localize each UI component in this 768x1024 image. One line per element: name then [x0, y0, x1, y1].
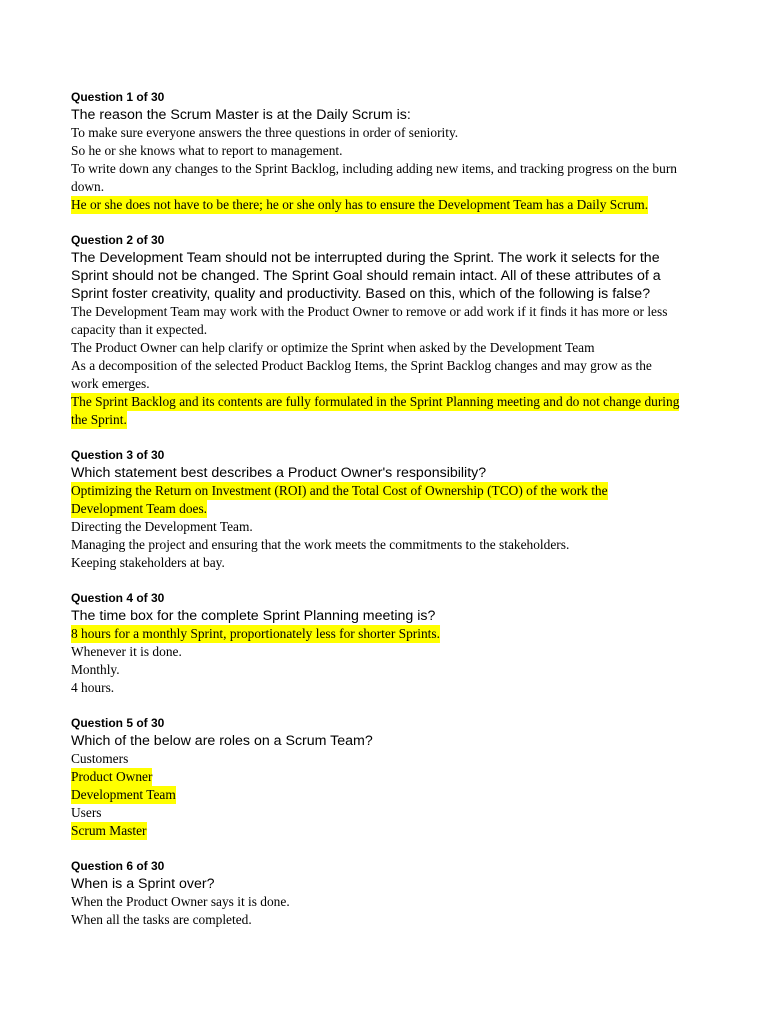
answer-list: [71, 625, 681, 697]
question-prompt: The Development Team should not be interrupted during the Sprint. The work it selects for the Sprint should not be changed. The Sprint Goal should remain intact. All of these attributes of a Sprint foster creativity, quality and productivity. Based on this, which of the following is false?: [71, 250, 661, 302]
answer-text: Development Team: [71, 787, 176, 802]
answer-text: So he or she knows what to report to management.: [71, 143, 343, 158]
question-prompt: Which of the below are roles on a Scrum Team?: [71, 733, 373, 749]
answer-option: [71, 339, 681, 357]
answer-option: [71, 750, 681, 768]
question-heading: Question 4 of 30: [71, 591, 165, 605]
answer-option: [71, 357, 681, 393]
question-prompt: The reason the Scrum Master is at the Daily Scrum is:: [71, 107, 411, 123]
answer-text: Monthly.: [71, 662, 120, 677]
answer-option-highlighted: [71, 393, 681, 429]
answer-text: Scrum Master: [71, 823, 147, 838]
answer-option: [71, 661, 681, 679]
answer-option: [71, 679, 681, 697]
answer-option-highlighted: [71, 768, 681, 786]
question-heading: Question 6 of 30: [71, 859, 165, 873]
question-block: [71, 88, 681, 214]
question-heading: Question 1 of 30: [71, 90, 165, 104]
question-prompt: The time box for the complete Sprint Planning meeting is?: [71, 608, 436, 624]
answer-option-highlighted: [71, 625, 681, 643]
answer-option: [71, 142, 681, 160]
answer-option: [71, 536, 681, 554]
answer-option: [71, 124, 681, 142]
question-block: [71, 231, 681, 429]
answer-option-highlighted: [71, 482, 681, 518]
answer-option: [71, 518, 681, 536]
answer-text: Product Owner: [71, 769, 153, 784]
answer-text: Whenever it is done.: [71, 644, 182, 659]
answer-text: He or she does not have to be there; he or she only has to ensure the Development Team has a Daily Scrum.: [71, 197, 649, 212]
answer-option-highlighted: [71, 786, 681, 804]
answer-text: The Product Owner can help clarify or optimize the Sprint when asked by the Development Team: [71, 340, 595, 355]
answer-list: [71, 482, 681, 572]
question-heading: Question 2 of 30: [71, 233, 165, 247]
answer-text: Keeping stakeholders at bay.: [71, 555, 225, 570]
answer-text: When the Product Owner says it is done.: [71, 894, 290, 909]
question-heading: Question 3 of 30: [71, 448, 165, 462]
answer-option: [71, 160, 681, 196]
quiz-document: [71, 88, 681, 946]
question-heading: Question 5 of 30: [71, 716, 165, 730]
answer-list: [71, 124, 681, 214]
question-prompt: When is a Sprint over?: [71, 876, 215, 892]
question-prompt: Which statement best describes a Product Owner's responsibility?: [71, 465, 487, 481]
answer-text: The Development Team may work with the Product Owner to remove or add work if it finds it has more or less capacity than it expected.: [71, 304, 668, 337]
question-block: [71, 857, 681, 929]
answer-option: [71, 893, 681, 911]
answer-text: Users: [71, 805, 102, 820]
answer-option-highlighted: [71, 822, 681, 840]
answer-text: 8 hours for a monthly Sprint, proportionately less for shorter Sprints.: [71, 626, 440, 641]
answer-text: Optimizing the Return on Investment (ROI) and the Total Cost of Ownership (TCO) of the work the Development Team does.: [71, 483, 608, 516]
answer-list: [71, 893, 681, 929]
question-block: [71, 446, 681, 572]
answer-text: Directing the Development Team.: [71, 519, 253, 534]
answer-list: [71, 303, 681, 429]
answer-text: Managing the project and ensuring that the work meets the commitments to the stakeholders.: [71, 537, 570, 552]
answer-text: The Sprint Backlog and its contents are fully formulated in the Sprint Planning meeting and do not change during the Sprint.: [71, 394, 680, 427]
answer-text: When all the tasks are completed.: [71, 912, 252, 927]
answer-list: [71, 750, 681, 840]
answer-text: 4 hours.: [71, 680, 115, 695]
answer-option: [71, 303, 681, 339]
answer-option: [71, 643, 681, 661]
answer-option: [71, 554, 681, 572]
answer-text: To write down any changes to the Sprint Backlog, including adding new items, and tracking progress on the burn down.: [71, 161, 677, 194]
answer-option: [71, 804, 681, 822]
question-block: [71, 714, 681, 840]
answer-option-highlighted: [71, 196, 681, 214]
answer-option: [71, 911, 681, 929]
answer-text: As a decomposition of the selected Product Backlog Items, the Sprint Backlog changes and may grow as the work emerges.: [71, 358, 652, 391]
question-block: [71, 589, 681, 697]
answer-text: Customers: [71, 751, 129, 766]
answer-text: To make sure everyone answers the three questions in order of seniority.: [71, 125, 459, 140]
